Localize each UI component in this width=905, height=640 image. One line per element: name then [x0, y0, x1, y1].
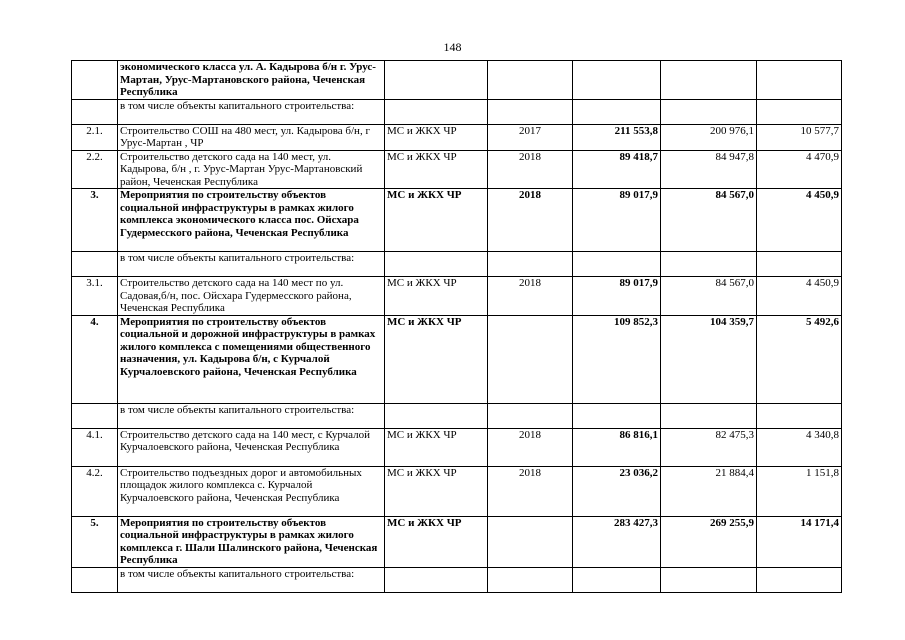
page-number: 148	[443, 40, 462, 54]
row-total: 211 553,8	[573, 124, 661, 150]
row-name: Строительство подъездных дорог и автомобильных площадок жилого комплекса с. Курчалой Курчалоевского района, Чеченская Республика	[118, 466, 385, 516]
row-number: 4.2.	[72, 466, 118, 516]
row-total: 86 816,1	[573, 428, 661, 466]
row-year: 2018	[488, 466, 573, 516]
row-name: Мероприятия по строительству объектов социальной и дорожной инфраструктуры в рамках жилого комплекса с помещениями общественного назначения, ул. Кадырова б/н, с Курчалой Курчалоевского района, Чеченская Республика	[118, 315, 385, 403]
row-value-federal	[661, 252, 757, 277]
row-total: 109 852,3	[573, 315, 661, 403]
table-row-item	[72, 150, 842, 189]
row-number: 4.	[72, 315, 118, 403]
row-name: Строительство детского сада на 140 мест, с Курчалой Курчалоевского района, Чеченская Республика	[118, 428, 385, 466]
row-name: Мероприятия по строительству объектов социальной инфраструктуры в рамках жилого комплекса г. Шали Шалинского района, Чеченская Республика	[118, 516, 385, 567]
table-row-subheading	[72, 403, 842, 428]
row-value-federal: 84 567,0	[661, 189, 757, 252]
row-value-regional: 1 151,8	[757, 466, 842, 516]
row-year: 2018	[488, 150, 573, 189]
row-number: 5.	[72, 516, 118, 567]
row-number	[72, 403, 118, 428]
row-responsible: МС и ЖКХ ЧР	[385, 150, 488, 189]
row-total: 283 427,3	[573, 516, 661, 567]
row-number	[72, 61, 118, 100]
row-responsible: МС и ЖКХ ЧР	[385, 315, 488, 403]
row-number: 4.1.	[72, 428, 118, 466]
row-total	[573, 252, 661, 277]
row-total: 89 017,9	[573, 277, 661, 316]
row-number: 2.1.	[72, 124, 118, 150]
row-responsible: МС и ЖКХ ЧР	[385, 189, 488, 252]
row-value-federal: 200 976,1	[661, 124, 757, 150]
row-number	[72, 252, 118, 277]
row-name: в том числе объекты капитального строительства:	[118, 403, 385, 428]
row-year: 2018	[488, 277, 573, 316]
row-value-federal: 269 255,9	[661, 516, 757, 567]
row-number	[72, 567, 118, 592]
row-value-federal: 21 884,4	[661, 466, 757, 516]
row-value-regional	[757, 567, 842, 592]
row-number	[72, 99, 118, 124]
row-value-regional	[757, 61, 842, 100]
table-row-subheading	[72, 99, 842, 124]
table-row-section-continued	[72, 61, 842, 100]
row-year: 2018	[488, 428, 573, 466]
row-name: экономического класса ул. А. Кадырова б/н г. Урус-Мартан, Урус-Мартановского района, Чеченская Республика	[118, 61, 385, 100]
row-name: Строительство детского сада на 140 мест по ул. Садовая,б/н, пос. Ойсхара Гудермесского района, Чеченская Республика	[118, 277, 385, 316]
row-value-regional: 4 470,9	[757, 150, 842, 189]
row-year	[488, 403, 573, 428]
row-responsible	[385, 61, 488, 100]
table-row-subheading	[72, 252, 842, 277]
row-value-federal: 82 475,3	[661, 428, 757, 466]
row-year	[488, 567, 573, 592]
table-row-subheading	[72, 567, 842, 592]
budget-table	[71, 60, 842, 593]
row-value-federal: 84 567,0	[661, 277, 757, 316]
row-responsible: МС и ЖКХ ЧР	[385, 466, 488, 516]
row-name: в том числе объекты капитального строительства:	[118, 99, 385, 124]
row-responsible	[385, 567, 488, 592]
table-row-item	[72, 428, 842, 466]
row-value-regional: 4 450,9	[757, 189, 842, 252]
row-value-federal: 104 359,7	[661, 315, 757, 403]
row-value-regional: 5 492,6	[757, 315, 842, 403]
row-responsible	[385, 252, 488, 277]
row-value-regional: 10 577,7	[757, 124, 842, 150]
row-responsible: МС и ЖКХ ЧР	[385, 277, 488, 316]
row-value-regional	[757, 99, 842, 124]
row-responsible	[385, 99, 488, 124]
row-responsible: МС и ЖКХ ЧР	[385, 428, 488, 466]
row-name: Мероприятия по строительству объектов социальной инфраструктуры в рамках жилого комплекса экономического класса пос. Ойсхара Гудермесского района, Чеченская Республика	[118, 189, 385, 252]
row-total: 23 036,2	[573, 466, 661, 516]
table-row-item	[72, 124, 842, 150]
row-total	[573, 61, 661, 100]
row-value-regional: 4 340,8	[757, 428, 842, 466]
row-number: 3.	[72, 189, 118, 252]
row-value-federal: 84 947,8	[661, 150, 757, 189]
row-responsible: МС и ЖКХ ЧР	[385, 124, 488, 150]
row-number: 3.1.	[72, 277, 118, 316]
row-year	[488, 61, 573, 100]
row-year: 2018	[488, 189, 573, 252]
row-total	[573, 99, 661, 124]
row-total	[573, 403, 661, 428]
row-value-regional: 4 450,9	[757, 277, 842, 316]
row-total: 89 017,9	[573, 189, 661, 252]
row-year	[488, 516, 573, 567]
row-value-federal	[661, 567, 757, 592]
table-body	[72, 61, 842, 593]
row-number: 2.2.	[72, 150, 118, 189]
row-year	[488, 99, 573, 124]
row-name: в том числе объекты капитального строительства:	[118, 252, 385, 277]
table-row-section	[72, 315, 842, 403]
row-value-federal	[661, 403, 757, 428]
table-row-section	[72, 516, 842, 567]
table-row-item	[72, 466, 842, 516]
row-name: Строительство детского сада на 140 мест, ул. Кадырова, б/н , г. Урус-Мартан Урус-Мартановский район, Чеченская Республика	[118, 150, 385, 189]
row-value-regional	[757, 403, 842, 428]
row-value-regional: 14 171,4	[757, 516, 842, 567]
table-row-section	[72, 189, 842, 252]
row-name: в том числе объекты капитального строительства:	[118, 567, 385, 592]
row-total: 89 418,7	[573, 150, 661, 189]
row-year	[488, 252, 573, 277]
row-year: 2017	[488, 124, 573, 150]
row-name: Строительство СОШ на 480 мест, ул. Кадырова б/н, г Урус-Мартан , ЧР	[118, 124, 385, 150]
row-responsible: МС и ЖКХ ЧР	[385, 516, 488, 567]
row-total	[573, 567, 661, 592]
row-year	[488, 315, 573, 403]
row-value-federal	[661, 61, 757, 100]
table-row-item	[72, 277, 842, 316]
row-responsible	[385, 403, 488, 428]
row-value-federal	[661, 99, 757, 124]
row-value-regional	[757, 252, 842, 277]
